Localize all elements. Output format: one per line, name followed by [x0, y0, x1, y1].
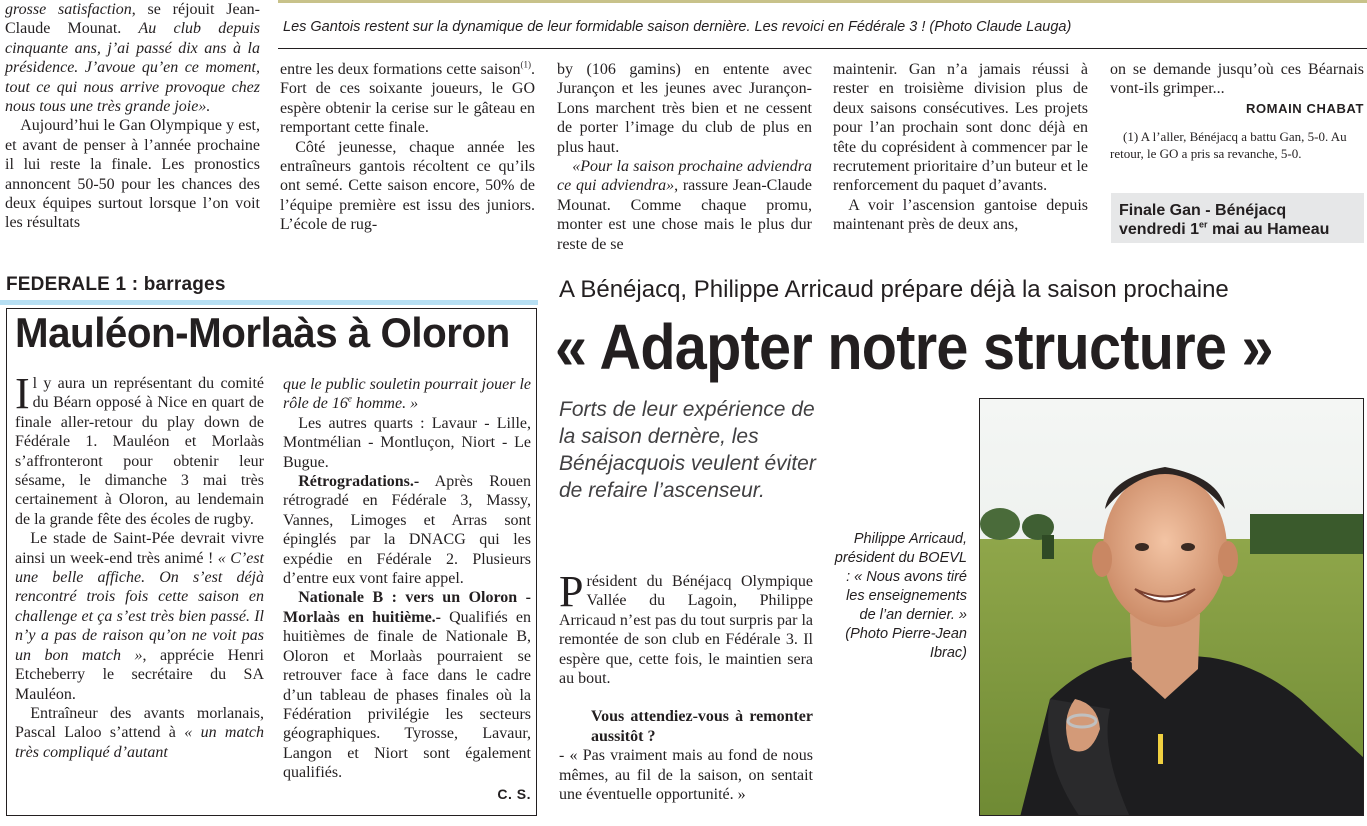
top-photo-strip: [278, 0, 1367, 3]
benejacq-deck: Forts de leur expérience de la saison dernère, les Bénéjacquois veulent éviter de refaire l’ascenseur.: [559, 398, 816, 502]
gan-col1-quote: Au club depuis cinquante ans, j’ai passé dix ans à la présidence. J’avoue qu’en ce moment, tout ce qui nous arrive provoque chez nous tous une très grande joie».: [5, 20, 260, 116]
gan-col3-text: , rassure Jean-Claude Mounat. Comme chaque promu, monter est une chose mais le plus dur reste de se: [557, 177, 812, 253]
top-photo-caption: Les Gantois restent sur la dynamique de leur formidable saison dernière. Les revoici en Fédérale 3 ! (Photo Claude Lauga): [283, 19, 1072, 35]
gan-col4-paragraph-2: A voir l’ascension gantoise depuis maintenant près de deux ans,: [833, 196, 1088, 234]
gan-col3-quote: «Pour la saison prochaine adviendra ce qui adviendra»: [557, 158, 812, 195]
interview-question: Vous attendiez-vous à remonter aussitôt ?: [591, 708, 813, 745]
finale-info-box: [1111, 193, 1364, 243]
caption-rule: [278, 48, 1367, 49]
federale-col1-paragraph: l y aura un représentant du comité du Béarn opposé à Nice en quart de finale aller-retour du play down de Fédérale 1. Mauléon et Morlaàs s’affronteront pour obtenir leur sésame, le dimanche 3 mai très certainement à Oloron, au lendemain de la grande fête des écoles de rugby.: [15, 375, 264, 528]
gan-col1-attribution: , se réjouit Jean-Claude Mounat.: [5, 1, 260, 38]
gan-col2-text: entre les deux formations cette saison: [280, 61, 521, 78]
footnote-marker: (1): [520, 59, 531, 70]
federale-kicker: FEDERALE 1 : barrages: [6, 274, 226, 295]
finale-box-line-1: Finale Gan - Bénéjacq: [1119, 202, 1287, 219]
gan-col1-lead-quote: grosse satisfaction: [5, 1, 132, 18]
benejacq-headline: « Adapter notre structure »: [555, 311, 1273, 383]
gan-column-3: [557, 60, 812, 254]
federale-dropcap: I: [15, 369, 30, 418]
benejacq-column: [559, 567, 813, 804]
finale-box-line-2: vendredi 1er mai au Hameau: [1119, 219, 1330, 238]
gan-signature: ROMAIN CHABAT: [1245, 100, 1364, 116]
ordinal-superscript: er: [1199, 219, 1208, 230]
gan-column-5: [1110, 60, 1364, 118]
gan-col3-paragraph: by (106 gamins) en entente avec Jurançon et les jeunes avec Jurançon-Lons marchent très bien et ne cessent de porter l’image du club de plus en plus haut.: [557, 61, 812, 156]
subhead-nationale-b: Nationale B : vers un Oloron - Morlaàs en huitième.-: [283, 589, 531, 626]
federale-title: Mauléon-Morlaàs à Oloron: [15, 309, 510, 356]
benejacq-paragraph: résident du Bénéjacq Olympique Vallée du Lagoin, Philippe Arricaud n’est pas du tout surpris par la remontée de son club en Fédérale 3. Il espère que, cette fois, le maintien sera au bout.: [559, 573, 813, 688]
gan-col4-paragraph: maintenir. Gan n’a jamais réussi à rester en troisième division plus de deux saisons consécutives. Les projets pour l’an prochain sont donc déjà en tête du coprésident à commencer par le recrutement prioritaire d’un buteur et le renforcement du paquet d’avants.: [833, 61, 1088, 195]
subhead-retrogradations: Rétrogradations.-: [298, 473, 420, 491]
federale-quote-2: « un match très compliqué d’autant: [15, 724, 264, 761]
benejacq-kicker: A Bénéjacq, Philippe Arricaud prépare déjà la saison prochaine: [559, 276, 1229, 303]
gan-column-2: [280, 60, 535, 235]
federale-quote: « C’est une belle affiche. On s’est déjà rencontré trois fois cette saison en challenge et ça s’est très bien passé. Il n’y a pas de raison qu’on ne voit pas un bon match »: [15, 549, 264, 664]
federale-column-2: que le public souletin pourrait jouer le rôle de 16e homme. » Les autres quarts : Lavaur - Lille, Montmélian - Montluçon, Niort - Le Bugue. Rétrogradations.- Après Rouen rétrogradé en Fédérale 3, Massy, Vannes, Limoges et Arras sont épinglés par la DNACG qui les expédie en Fédérale 2. Plusieurs d’entre eux vont faire appel. Nationale B : vers un Oloron - Morlaàs en huitième.- Qualifiés en huitièmes de finale de Nationale B, Oloron et Morlaàs pourraient se retrouver face à face dans le cadre d’un tableau de phases finales où la Fédération privilégie les secteurs géographiques. Tyrosse, Lavaur, Langon et Niort sont également qualifiés. C. S.: [283, 375, 531, 804]
gan-column-1: [5, 0, 260, 233]
interview-answer: - « Pas vraiment mais au fond de nous mêmes, au fil de la saison, on sentait une éventuelle opportunité. »: [559, 747, 813, 804]
gan-col5-paragraph: on se demande jusqu’où ces Béarnais vont-ils grimper...: [1110, 61, 1364, 98]
other-quarters: Les autres quarts : Lavaur - Lille, Montmélian - Montluçon, Niort - Le Bugue.: [283, 414, 531, 471]
gan-col2-text-cont: . Fort de ces soixante joueurs, le GO espère obtenir la cerise sur le gâteau en remportant cette finale.: [280, 61, 535, 137]
gan-col2-paragraph: Côté jeunesse, chaque année les entraîneurs gantois récoltent ce qu’ils ont semé. Cette saison encore, 50% de l’équipe première est issu des juniors. L’école de rug-: [280, 138, 535, 234]
portrait-illustration: [980, 399, 1364, 816]
federale-kicker-rule: [0, 300, 538, 305]
gan-footnote: (1) A l’aller, Bénéjacq a battu Gan, 5-0. Au retour, le GO a pris sa revanche, 5-0.: [1110, 129, 1347, 161]
photo-caption: Philippe Arricaud, président du BOEVL : « Nous avons tiré les enseignements de l’an dernier. » (Photo Pierre-Jean Ibrac): [834, 531, 967, 661]
gan-column-4: [833, 60, 1088, 235]
benejacq-dropcap: P: [559, 567, 584, 616]
arricaud-photo: [979, 398, 1364, 816]
federale-column-1: Il y aura un représentant du comité du Béarn opposé à Nice en quart de finale aller-retour du play down de Fédérale 1. Mauléon et Morlaàs s’affronteront pour obtenir leur sésame, le dimanche 3 mai très certainement à Oloron, au lendemain de la grande fête des écoles de rugby. Le stade de Saint-Pée devrait vivre ainsi un week-end très animé ! « C’est une belle affiche. On s’est déjà rencontré trois fois cette saison en challenge et ça s’est très bien passé. Il n’y a pas de raison qu’on ne voit pas un bon match », apprécie Henri Etcheberry le secrétaire du SA Mauléon. Entraîneur des avants morlanais, Pascal Laloo s’attend à « un match très compliqué d’autant: [15, 369, 265, 761]
federale-signature: C. S.: [497, 785, 531, 802]
gan-col1-paragraph: Aujourd’hui le Gan Olympique y est, et avant de penser à l’année prochaine il lui reste la finale. Les pronostics annoncent 50-50 pour les chances des deux équipes surtout lorsque l’on voit les résultats: [5, 117, 260, 232]
